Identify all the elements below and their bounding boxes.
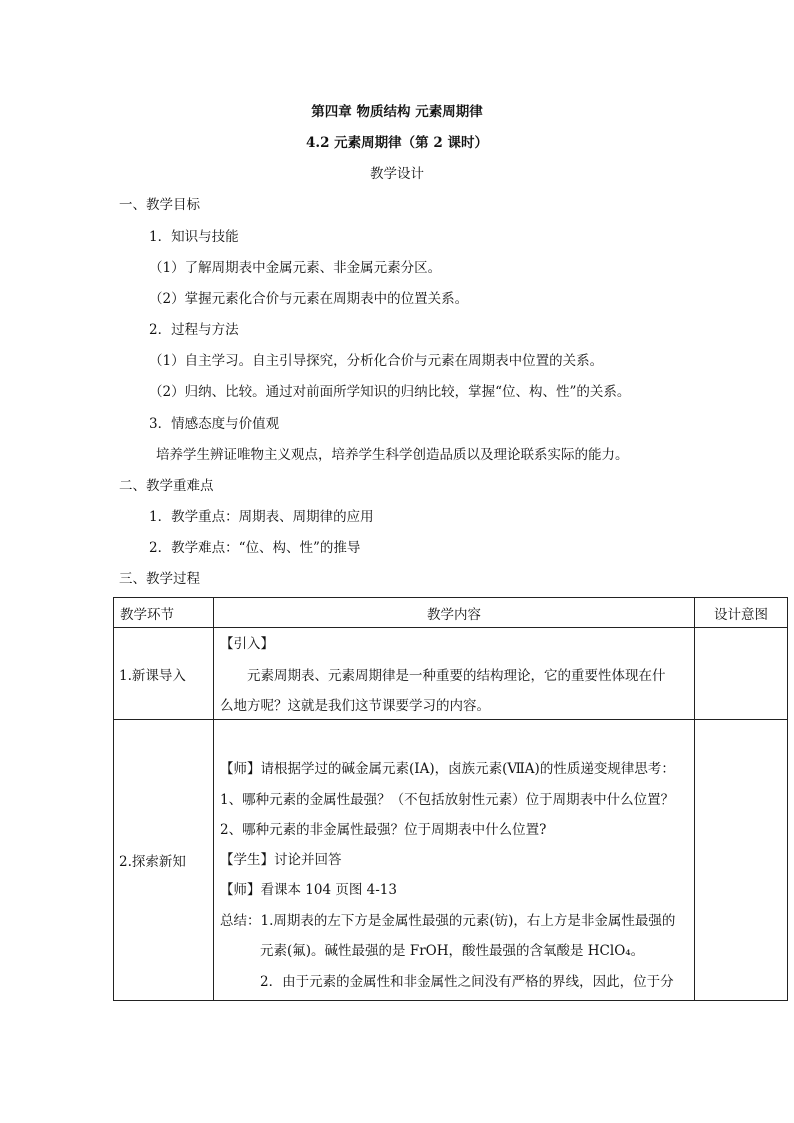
content-line: 【学生】讨论并回答 bbox=[220, 852, 342, 868]
table-header-row bbox=[114, 598, 788, 628]
process-title: 2．过程与方法 bbox=[149, 322, 239, 338]
stage-cell: 2.探索新知 bbox=[114, 720, 214, 1001]
content-line: 总结：1.周期表的左下方是金属性最强的元素(钫)，右上方是非金属性最强的 bbox=[220, 913, 676, 929]
content-line: 元素(氟)。碱性最强的是 FrOH，酸性最强的含氧酸是 HClO₄。 bbox=[260, 943, 645, 959]
content-line: 么地方呢？这就是我们这节课要学习的内容。 bbox=[220, 698, 490, 714]
content-line: 【引入】 bbox=[220, 636, 274, 652]
lesson-title: 4.2 元素周期律（第 2 课时） bbox=[306, 135, 488, 151]
document-subtitle: 教学设计 bbox=[370, 166, 424, 182]
header-intent: 设计意图 bbox=[695, 598, 788, 628]
header-content: 教学内容 bbox=[214, 598, 695, 628]
process-item: （2）归纳、比较。通过对前面所学知识的归纳比较，掌握“位、构、性”的关系。 bbox=[149, 384, 631, 400]
attitude-text: 培养学生辨证唯物主义观点，培养学生科学创造品质以及理论联系实际的能力。 bbox=[156, 447, 629, 463]
teaching-process-table bbox=[113, 597, 788, 1001]
content-line: 元素周期表、元素周期律是一种重要的结构理论，它的重要性体现在什 bbox=[247, 668, 666, 684]
table-row bbox=[114, 720, 788, 1001]
knowledge-item: （2）掌握元素化合价与元素在周期表中的位置关系。 bbox=[149, 291, 469, 307]
content-cell bbox=[214, 720, 695, 1001]
section-goals-title: 一、教学目标 bbox=[119, 197, 200, 213]
content-line: 【师】看课本 104 页图 4-13 bbox=[220, 882, 397, 898]
content-line: 【师】请根据学过的碱金属元素(ⅠA)，卤族元素(ⅦA)的性质递变规律思考： bbox=[220, 761, 675, 777]
section-process-title: 三、教学过程 bbox=[119, 571, 200, 587]
content-cell bbox=[214, 628, 695, 720]
intent-cell bbox=[695, 720, 788, 1001]
content-line: 2．由于元素的金属性和非金属性之间没有严格的界线，因此，位于分 bbox=[260, 974, 674, 990]
chapter-title: 第四章 物质结构 元素周期律 bbox=[311, 104, 483, 120]
knowledge-title: 1．知识与技能 bbox=[149, 229, 239, 245]
stage-cell: 1.新课导入 bbox=[114, 628, 214, 720]
content-line: 1、哪种元素的金属性最强？（不包括放射性元素）位于周期表中什么位置？ bbox=[220, 792, 675, 808]
content-line: 2、哪种元素的非金属性最强？位于周期表中什么位置? bbox=[220, 822, 547, 838]
difficulty-item: 2．教学难点：“位、构、性”的推导 bbox=[149, 540, 361, 556]
intent-cell bbox=[695, 628, 788, 720]
key-point-item: 1．教学重点：周期表、周期律的应用 bbox=[149, 509, 374, 525]
knowledge-item: （1）了解周期表中金属元素、非金属元素分区。 bbox=[149, 260, 442, 276]
header-stage: 教学环节 bbox=[114, 598, 214, 628]
attitude-title: 3．情感态度与价值观 bbox=[149, 416, 280, 432]
section-keypoints-title: 二、教学重难点 bbox=[119, 478, 214, 494]
process-item: （1）自主学习。自主引导探究，分析化合价与元素在周期表中位置的关系。 bbox=[149, 353, 604, 369]
table-row bbox=[114, 628, 788, 720]
